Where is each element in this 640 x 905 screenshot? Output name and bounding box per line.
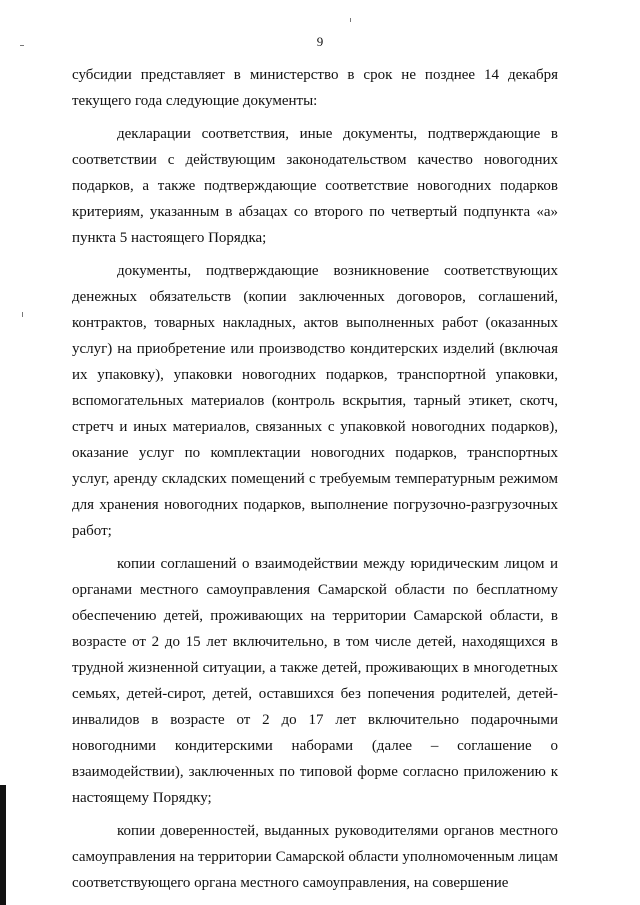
paragraph-obligation-documents: документы, подтверждающие возникновение соответствующих денежных обязательств (копии заключенных договоров, соглашений, контрактов, товарных накладных, актов выполненных работ (оказанных услуг) на приобретение или производство кондитерских изделий (включая их упаковку), упаковки новогодних подарков, транспортной упаковки, вспомогательных материалов (контроль вскрытия, тарный этикет, скотч, стретч и иных материалов, связанных с упаковкой новогодних подарков), оказание услуг по комплектации новогодних подарков, транспортных услуг, аренду складских помещений с требуемым температурным режимом для хранения новогодних подарков, выполнение погрузочно-разгрузочных работ; bbox=[72, 263, 558, 539]
paragraph-agreements: копии соглашений о взаимодействии между юридическим лицом и органами местного самоуправления Самарской области по бесплатному обеспечению детей, проживающих на территории Самарской области, в возрасте от 2 до 15 лет включительно, в том числе детей, находящихся в трудной жизненной ситуации, а также детей, проживающих в многодетных семьях, детей-сирот, детей, оставшихся без попечения родителей, детей-инвалидов в возрасте от 2 до 17 лет включительно подарочными новогодними кондитерскими наборами (далее – соглашение о взаимодействии), заключенных по типовой форме согласно приложению к настоящему Порядку; bbox=[72, 556, 558, 806]
scan-speck bbox=[22, 312, 23, 317]
document-body bbox=[72, 62, 558, 903]
scan-edge-mark bbox=[0, 785, 6, 905]
scan-speck bbox=[350, 18, 351, 22]
paragraph-declarations: декларации соответствия, иные документы, подтверждающие в соответствии с действующим законодательством качество новогодних подарков, а также подтверждающие соответствие новогодних подарков критериям, указанным в абзацах со второго по четвертый подпункта «а» пункта 5 настоящего Порядка; bbox=[72, 126, 558, 246]
paragraph-powers-of-attorney: копии доверенностей, выданных руководителями органов местного самоуправления на территории Самарской области уполномоченным лицам соответствующего органа местного самоуправления, на совершение bbox=[72, 823, 558, 891]
paragraph-continuation: субсидии представляет в министерство в срок не позднее 14 декабря текущего года следующие документы: bbox=[72, 67, 558, 109]
page-number: 9 bbox=[316, 34, 324, 49]
